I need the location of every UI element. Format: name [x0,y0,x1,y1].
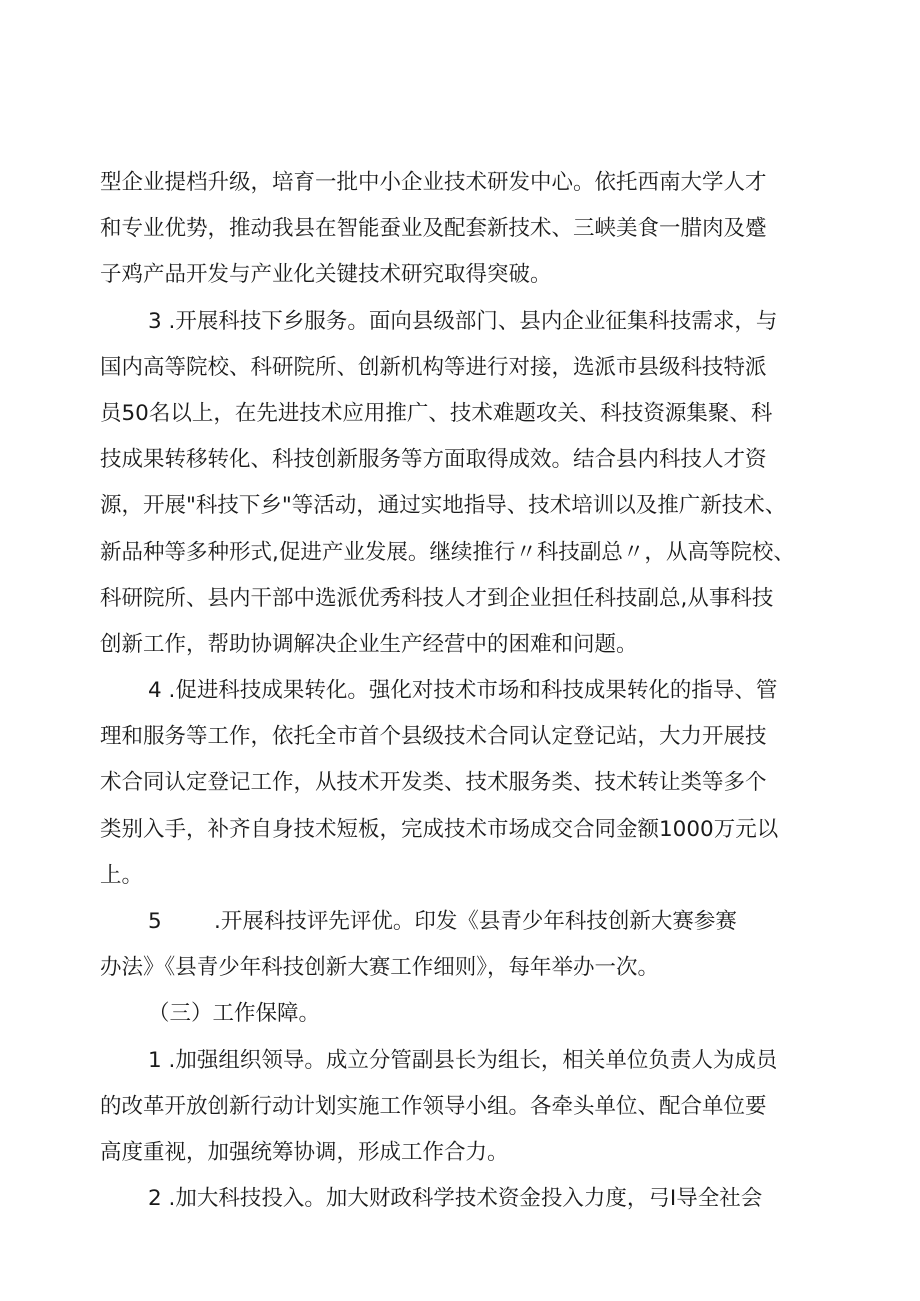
text-line: 理和服务等工作，依托全市首个县级技术合同认定登记站，大力开展技 [100,724,767,750]
text-line: 类别入手，补齐自身技术短板，完成技术市场成交合同金额1000万元以 [100,816,779,842]
text-line: 国内高等院校、科研院所、创新机构等进行对接，选派市县级科技特派 [100,354,767,380]
text-line: 上。 [100,862,144,888]
text-line: 术合同认定登记工作，从技术开发类、技术服务类、技术转让类等多个 [100,770,767,796]
text-line: 员50名以上，在先进技术应用推广、技术难题攻关、科技资源集聚、科 [100,400,773,426]
body-text [100,160,840,1222]
text-line: 的改革开放创新行动计划实施工作领导小组。各牵头单位、配合单位要 [100,1093,767,1119]
text-line: 新品种等多种形式,促进产业发展。继续推行〃科技副总〃，从高等院校、 [100,539,795,565]
text-line: 型企业提档升级，培育一批中小企业技术研发中心。依托西南大学人才 [100,170,767,195]
item-5-heading-line [100,899,840,945]
text-line: 源，开展"科技下乡"等活动，通过实地指导、技术培训以及推广新技术、 [100,493,787,519]
item-4-heading-line: 4 .促进科技成果转化。强化对技术市场和科技成果转化的指导、管 [148,678,778,704]
item-3-heading-line: 3 .开展科技下乡服务。面向县级部门、县内企业征集科技需求，与 [148,308,778,334]
text-line: 办法》《县青少年科技创新大赛工作细则》，每年举办一次。 [100,955,660,981]
text-line: 子鸡产品开发与产业化关键技术研究取得突破。 [100,262,552,288]
text-line: 技成果转移转化、科技创新服务等方面取得成效。结合县内科技人才资 [100,447,767,473]
text-line: 和专业优势，推动我县在智能蚕业及配套新技术、三峡美食一腊肉及蹙 [100,216,767,242]
text-line: 创新工作，帮助协调解决企业生产经营中的困难和问题。 [100,631,638,657]
text-line: 高度重视，加强统筹协调，形成工作合力。 [100,1139,509,1165]
section-heading: （三）工作保障。 [148,1001,321,1027]
item-1-heading-line: 1 .加强组织领导。成立分管副县长为组长，相关单位负责人为成员 [148,1047,778,1073]
text-line: 科研院所、县内干部中选派优秀科技人才到企业担任科技副总,从事科技 [100,585,774,611]
item-5-heading-text: .开展科技评先评优。印发《县青少年科技创新大赛参赛 [214,909,737,934]
item-2-heading-line: 2 .加大科技投入。加大财政科学技术资金投入力度，弓I导全社会 [148,1186,763,1212]
item-5-number: 5 [148,909,162,934]
